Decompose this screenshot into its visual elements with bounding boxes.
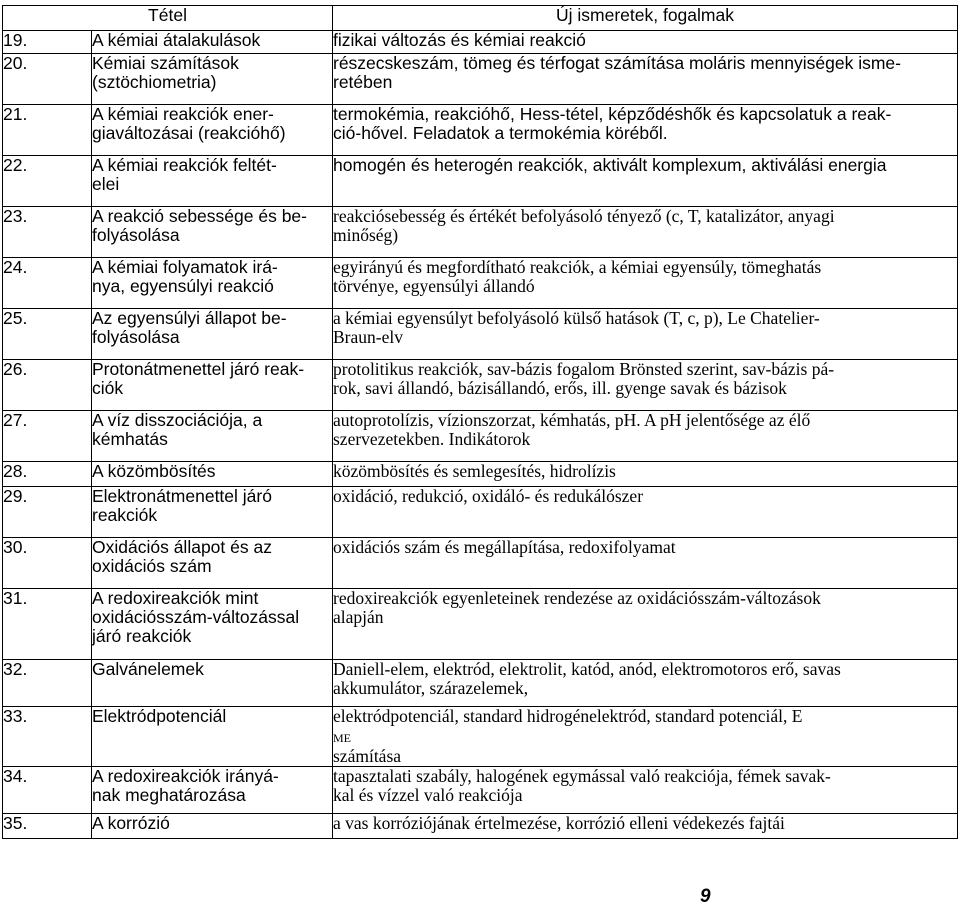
row-concepts: oxidáció, redukció, oxidáló- és redukálószer (333, 487, 958, 538)
table-row (3, 487, 958, 538)
table-row (3, 462, 958, 487)
row-concepts: a kémiai egyensúlyt befolyásoló külső hatások (T, c, p), Le Chatelier- Braun-elv (333, 309, 958, 360)
row-concepts: Daniell-elem, elektród, elektrolit, katód, anód, elektromotoros erő, savas akkumulátor, szárazelemek, (333, 660, 958, 707)
topics-table (2, 5, 958, 839)
table-row (3, 589, 958, 660)
row-number: 20. (3, 54, 92, 105)
table-row (3, 309, 958, 360)
row-concepts: közömbösítés és semlegesítés, hidrolízis (333, 462, 958, 487)
row-number: 29. (3, 487, 92, 538)
row-number: 31. (3, 589, 92, 660)
table-row (3, 207, 958, 258)
row-title: A redoxireakciók irányá- nak meghatározása (92, 767, 333, 814)
row-title: Galvánelemek (92, 660, 333, 707)
row-title: Elektródpotenciál (92, 707, 333, 767)
row-concepts: termokémia, reakcióhő, Hess-tétel, képződéshők és kapcsolatuk a reak- ció-hővel. Feladatok a termokémia köréből. (333, 105, 958, 156)
row-concepts: oxidációs szám és megállapítása, redoxifolyamat (333, 538, 958, 589)
row-title: A víz disszociációja, a kémhatás (92, 411, 333, 462)
header-concepts: Új ismeretek, fogalmak (333, 6, 958, 31)
row-number: 19. (3, 31, 92, 54)
row-concepts: részecskeszám, tömeg és térfogat számítása moláris mennyiségek isme- retében (333, 54, 958, 105)
table-row (3, 156, 958, 207)
row-concepts: elektródpotenciál, standard hidrogénelektród, standard potenciál, E $_{ME}$ számítása (333, 707, 958, 767)
table-row (3, 538, 958, 589)
page-number: 9 (700, 886, 711, 907)
row-title: Az egyensúlyi állapot be- folyásolása (92, 309, 333, 360)
row-title: Kémiai számítások (sztöchiometria) (92, 54, 333, 105)
row-title: Protonátmenettel járó reak- ciók (92, 360, 333, 411)
row-number: 33. (3, 707, 92, 767)
row-title: Oxidációs állapot és az oxidációs szám (92, 538, 333, 589)
table-row (3, 707, 958, 767)
table-row (3, 411, 958, 462)
header-topic: Tétel (3, 6, 333, 31)
row-concepts: reakciósebesség és értékét befolyásoló tényező (c, T, katalizátor, anyagi minőség) (333, 207, 958, 258)
row-number: 26. (3, 360, 92, 411)
row-title: A kémiai átalakulások (92, 31, 333, 54)
row-concepts: redoxireakciók egyenleteinek rendezése az oxidációsszám-változások alapján (333, 589, 958, 660)
row-title: A redoxireakciók mint oxidációsszám-változással járó reakciók (92, 589, 333, 660)
table-row (3, 54, 958, 105)
row-number: 21. (3, 105, 92, 156)
table-row (3, 660, 958, 707)
row-number: 30. (3, 538, 92, 589)
row-title: A kémiai reakciók feltét- elei (92, 156, 333, 207)
row-number: 24. (3, 258, 92, 309)
row-concepts: protolitikus reakciók, sav-bázis fogalom Brönsted szerint, sav-bázis pá- rok, savi állandó, bázisállandó, erős, ill. gyenge savak és bázisok (333, 360, 958, 411)
row-title: Elektronátmenettel járó reakciók (92, 487, 333, 538)
table-row (3, 767, 958, 814)
row-concepts: a vas korróziójának értelmezése, korrózió elleni védekezés fajtái (333, 814, 958, 839)
row-number: 23. (3, 207, 92, 258)
row-title: A közömbösítés (92, 462, 333, 487)
row-number: 27. (3, 411, 92, 462)
row-concepts: autoprotolízis, vízionszorzat, kémhatás, pH. A pH jelentősége az élő szervezetekben. Indikátorok (333, 411, 958, 462)
table-row (3, 258, 958, 309)
row-concepts: egyirányú és megfordítható reakciók, a kémiai egyensúly, tömeghatás törvénye, egyensúlyi állandó (333, 258, 958, 309)
table-row (3, 31, 958, 54)
row-title: A korrózió (92, 814, 333, 839)
row-concepts: fizikai változás és kémiai reakció (333, 31, 958, 54)
row-number: 35. (3, 814, 92, 839)
row-number: 28. (3, 462, 92, 487)
potential-subscript: ME (333, 731, 351, 745)
row-number: 34. (3, 767, 92, 814)
row-title: A kémiai folyamatok irá- nya, egyensúlyi reakció (92, 258, 333, 309)
row-title: A reakció sebessége és be- folyásolása (92, 207, 333, 258)
table-row (3, 814, 958, 839)
row-number: 25. (3, 309, 92, 360)
row-title: A kémiai reakciók ener- giaváltozásai (reakcióhő) (92, 105, 333, 156)
table-row (3, 360, 958, 411)
row-concepts: tapasztalati szabály, halogének egymással való reakciója, fémek savak- kal és vízzel való reakciója (333, 767, 958, 814)
row-concepts: homogén és heterogén reakciók, aktivált komplexum, aktiválási energia (333, 156, 958, 207)
row-number: 32. (3, 660, 92, 707)
table-row (3, 105, 958, 156)
row-number: 22. (3, 156, 92, 207)
